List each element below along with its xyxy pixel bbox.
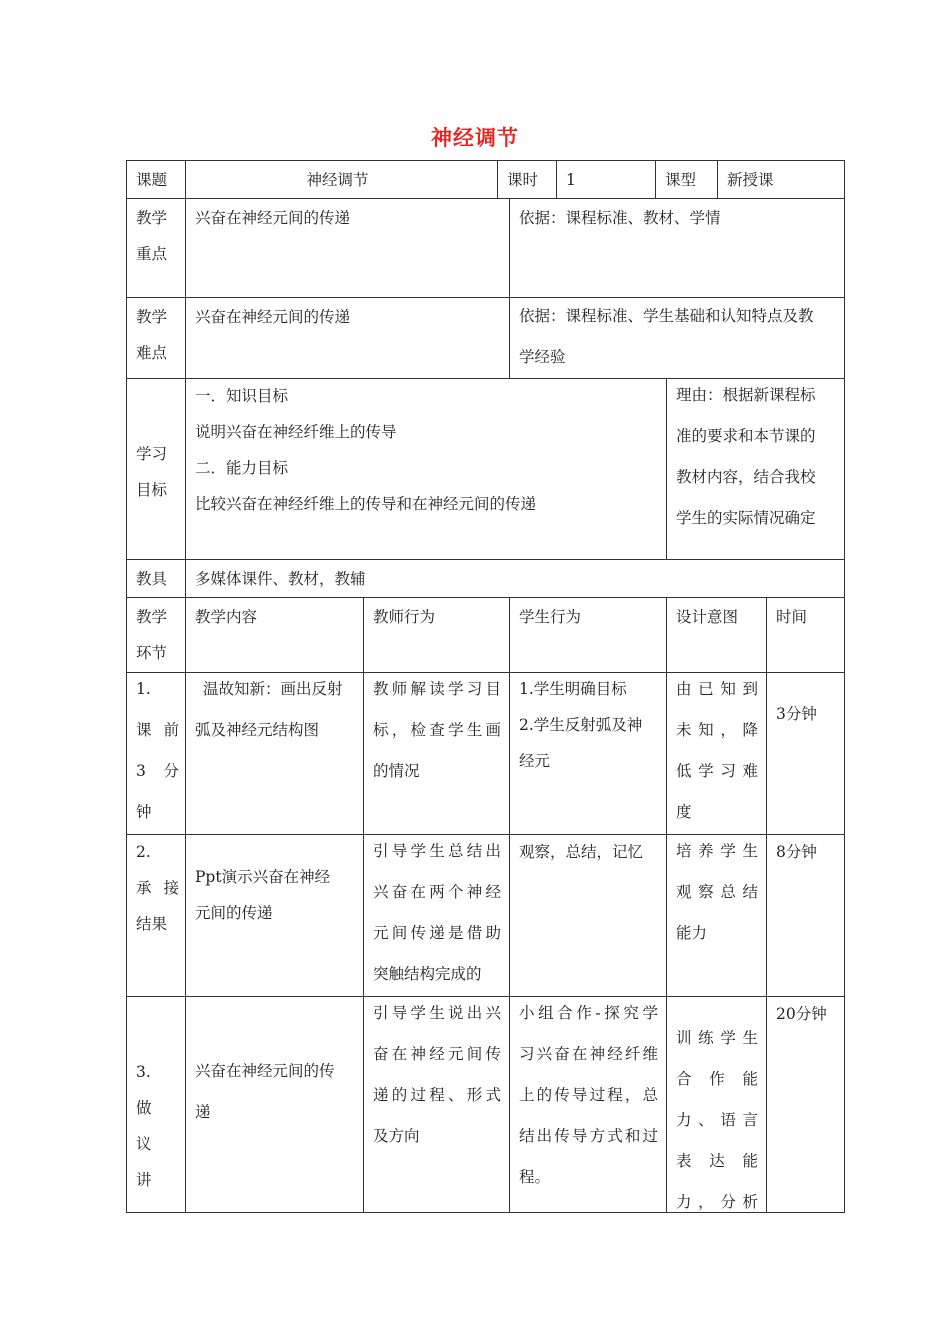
- type-label: 课型: [665, 171, 697, 189]
- student-header: 学生行为: [519, 608, 582, 626]
- content-header: 教学内容: [195, 608, 258, 626]
- objective-line: 一．知识目标: [195, 387, 289, 405]
- difficulty-content: 兴奋在神经元间的传递: [195, 308, 351, 326]
- objective-line: 比较兴奋在神经纤维上的传导和在神经元间的传递: [195, 495, 537, 513]
- row-content: 温故知新：画出反射 弧及神经元结构图: [195, 680, 343, 739]
- time-header: 时间: [776, 608, 808, 626]
- row-stage: 2. 承接 结果: [136, 843, 179, 933]
- type-value: 新授课: [727, 171, 774, 189]
- row-time: 20分钟: [776, 1005, 827, 1023]
- tools-content: 多媒体课件、教材，教辅: [195, 570, 366, 588]
- stage-header: 教学 环节: [136, 608, 168, 662]
- row-intent: 由已知到 未知，降 低学习难 度: [676, 680, 758, 821]
- row-time: 8分钟: [776, 843, 817, 861]
- page-title: 神经调节: [431, 126, 519, 150]
- difficulty-label: 教学 难点: [136, 308, 168, 362]
- tools-label: 教具: [136, 570, 168, 588]
- objectives-content: [186, 374, 666, 522]
- row-content: Ppt演示兴奋在神经 元间的传递: [195, 868, 331, 922]
- row-teacher: 引导学生说出兴 奋在神经元间传 递的过程、形式 及方向: [373, 1004, 501, 1145]
- intent-header: 设计意图: [676, 608, 739, 626]
- row-intent: 训练学生 合 作 能 力、语言 表 达 能 力，分析: [676, 1029, 758, 1211]
- difficulty-basis: 依据：课程标准、学生基础和认知特点及教 学经验: [519, 307, 814, 366]
- row-stage: 3. 做 议 讲: [136, 1063, 152, 1189]
- row-intent: 培养学生 观察总结 能力: [676, 842, 758, 942]
- teacher-header: 教师行为: [373, 608, 436, 626]
- row-student: 观察，总结，记忆: [519, 843, 644, 861]
- row-student: 小组合作-探究学 习兴奋在神经纤维 上的传导过程，总 结出传导方式和过 程。: [519, 1004, 658, 1186]
- objective-line: 说明兴奋在神经纤维上的传导: [195, 423, 397, 441]
- row-teacher: 教师解读学习目 标，检查学生画 的情况: [373, 680, 501, 780]
- objectives-label: 学习 目标: [136, 445, 168, 499]
- key-point-label: 教学 重点: [136, 209, 168, 263]
- objective-line: 二．能力目标: [195, 459, 289, 477]
- key-point-basis: 依据：课程标准、教材、学情: [519, 209, 721, 227]
- row-time: 3分钟: [776, 705, 817, 723]
- row-student: 1.学生明确目标 2.学生反射弧及神 经元: [519, 680, 643, 770]
- key-point-content: 兴奋在神经元间的传递: [195, 209, 351, 227]
- topic-value: 神经调节: [306, 171, 369, 189]
- topic-label: 课题: [136, 171, 168, 189]
- hours-value: 1: [566, 171, 576, 189]
- row-teacher: 引导学生总结出 兴奋在两个神经 元间传递是借助 突触结构完成的: [373, 842, 501, 983]
- objectives-reason: 理由：根据新课程标 准的要求和本节课的 教材内容，结合我校 学生的实际情况确定: [676, 386, 816, 527]
- row-stage: 1. 课前 3 分 钟: [136, 680, 179, 821]
- hours-label: 课时: [507, 171, 539, 189]
- row-content: 兴奋在神经元间的传 递: [195, 1062, 335, 1121]
